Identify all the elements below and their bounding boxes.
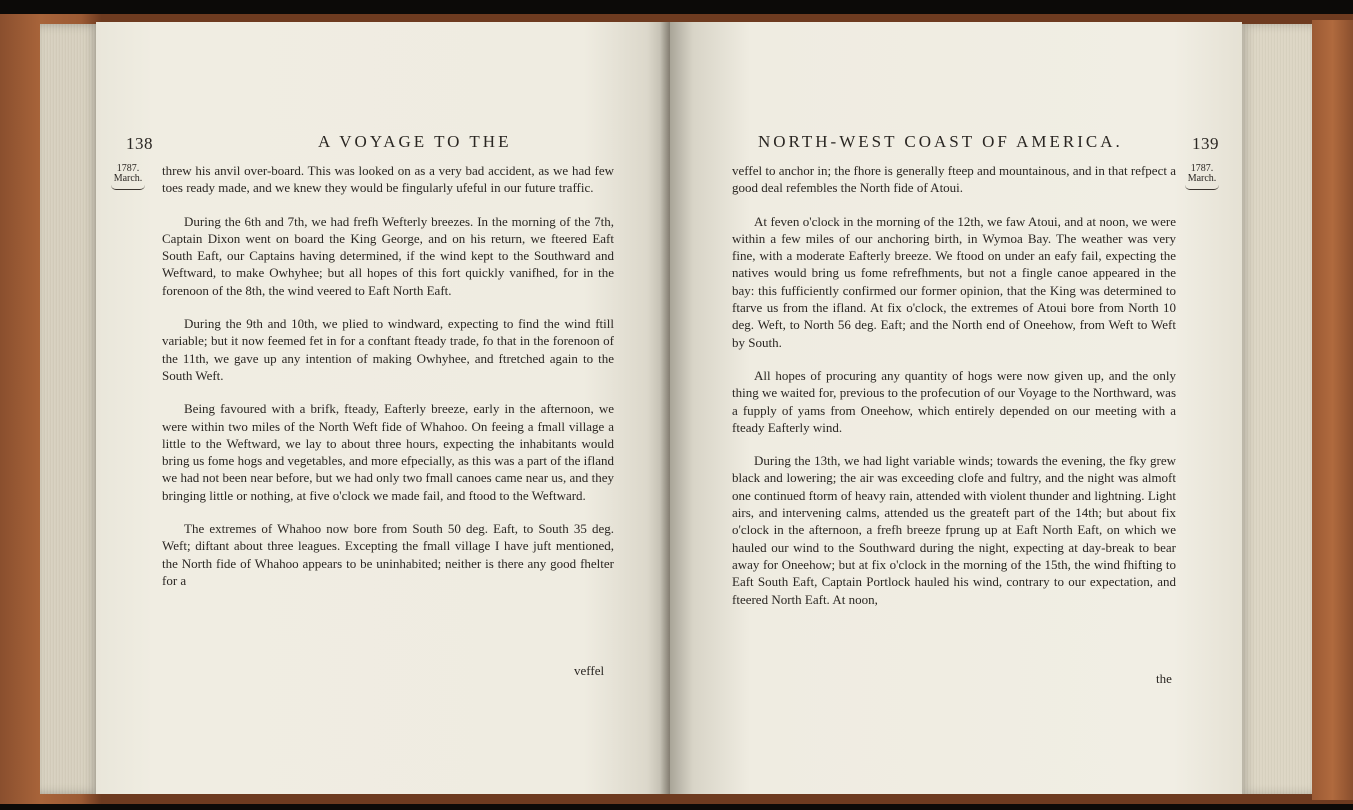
left-margin-note — [108, 164, 148, 190]
right-cover — [1312, 20, 1353, 800]
margin-month: March. — [1187, 173, 1217, 184]
right-paragraph-1: veffel to anchor in; the fhore is generally fteep and mountainous, and in that refpect a good deal refembles the North fide of Atoui. — [732, 163, 1176, 196]
right-folio: 139 — [1192, 134, 1219, 153]
left-catchword: veffel — [574, 663, 605, 678]
margin-brace — [111, 185, 145, 190]
right-running-head: NORTH-WEST COAST OF AMERICA. — [758, 132, 1123, 151]
right-body-text — [732, 162, 1176, 624]
left-paragraph-2: During the 6th and 7th, we had frefh Wefterly breezes. In the morning of the 7th, Captain Dixon went on board the King George, and on his return, we fteered Eaft South Eaft, our Captains having determined, if the wind kept to the Southward and Weftward, to make Owhyhee; but all hopes of this fort quickly vanifhed, for in the forenoon of the 8th, the wind veered to Eaft North Eaft. — [162, 213, 614, 298]
left-paragraph-5: The extremes of Whahoo now bore from South 50 deg. Eaft, to South 35 deg. Weft; diftant about three leagues. Excepting the fmall village I have juft mentioned, the North fide of Whahoo appears to be uninhabited; neither is there any good fhelter for a — [162, 521, 614, 588]
left-running-head: A VOYAGE TO THE — [318, 132, 512, 151]
right-catchword: the — [1156, 671, 1172, 686]
left-paragraph-3: During the 9th and 10th, we plied to windward, expecting to find the wind ftill variable; but it now feemed fet in for a conftant fteady trade, fo that in the forenoon of the 11th, we gave up any intention of making Owhyhee, and ftretched again to the South Weft. — [162, 316, 614, 383]
left-body-text — [162, 162, 614, 605]
open-book — [0, 14, 1353, 804]
left-paragraph-4: Being favoured with a brifk, fteady, Eafterly breeze, early in the afternoon, we were within two miles of the North Weft fide of Whahoo. On feeing a fmall village a little to the Weftward, we lay to about three hours, expecting the inhabitants would bring us fome hogs and vegetables, and more efpecially, as this was a part of the ifland we had not been near before, but we had only two fmall canoes came near us, and they bringing little or nothing, at five o'clock we made fail, and ftood to the Weftward. — [162, 401, 614, 503]
left-paragraph-1: threw his anvil over-board. This was looked on as a very bad accident, as we had few toes ready made, and we knew they would be fingularly ufeful in our future traffic. — [162, 163, 614, 196]
left-folio: 138 — [126, 134, 153, 153]
right-margin-note — [1180, 164, 1224, 190]
margin-brace — [1185, 185, 1219, 190]
right-page-edges — [1240, 24, 1312, 794]
left-page-edges — [40, 24, 100, 794]
right-paragraph-2: At feven o'clock in the morning of the 12th, we faw Atoui, and at noon, we were within a few miles of our anchoring birth, in Wymoa Bay. The weather was very fine, with a moderate Eafterly breeze. We ftood on under an eafy fail, expecting the natives would bring us fome refrefhments, but not a fingle canoe appeared in the bay: this fufficiently confirmed our former opinion, that the King was determined to ftarve us from the ifland. At fix o'clock, the extremes of Atoui bore from North 10 deg. Weft, to North 56 deg. Eaft; and the North end of Oneehow, from Weft to Weft by South. — [732, 213, 1176, 350]
right-paragraph-3: All hopes of procuring any quantity of hogs were now given up, and the only thing we waited for, previous to the profecution of our Voyage to the Northward, was a fupply of yams from Oneehow, which entirely depended on our meeting with a fteady Eafterly wind. — [732, 367, 1176, 435]
margin-month: March. — [113, 173, 143, 184]
right-page — [670, 22, 1242, 794]
right-paragraph-4: During the 13th, we had light variable winds; towards the evening, the fky grew black and lowering; the air was exceeding clofe and fultry, and the night was almoft one continued ftorm of heavy rain, attended with violent thunder and lightning. Light airs, and intervening calms, attended us the greateft part of the 14th; but about fix o'clock in the afternoon, a frefh breeze fprung up at Eaft North Eaft, on which we hauled our wind to the Southward during the night, expecting at day-break to bear away for Oneehow; but at fix o'clock in the morning of the 15th, the wind fhifting to Eaft South Eaft, Captain Portlock hauled his wind, contrary to our expectation, and fteered North Eaft. At noon, — [732, 453, 1176, 607]
margin-year: 1787. — [1190, 163, 1214, 174]
margin-year: 1787. — [116, 163, 140, 174]
left-page — [96, 22, 670, 794]
